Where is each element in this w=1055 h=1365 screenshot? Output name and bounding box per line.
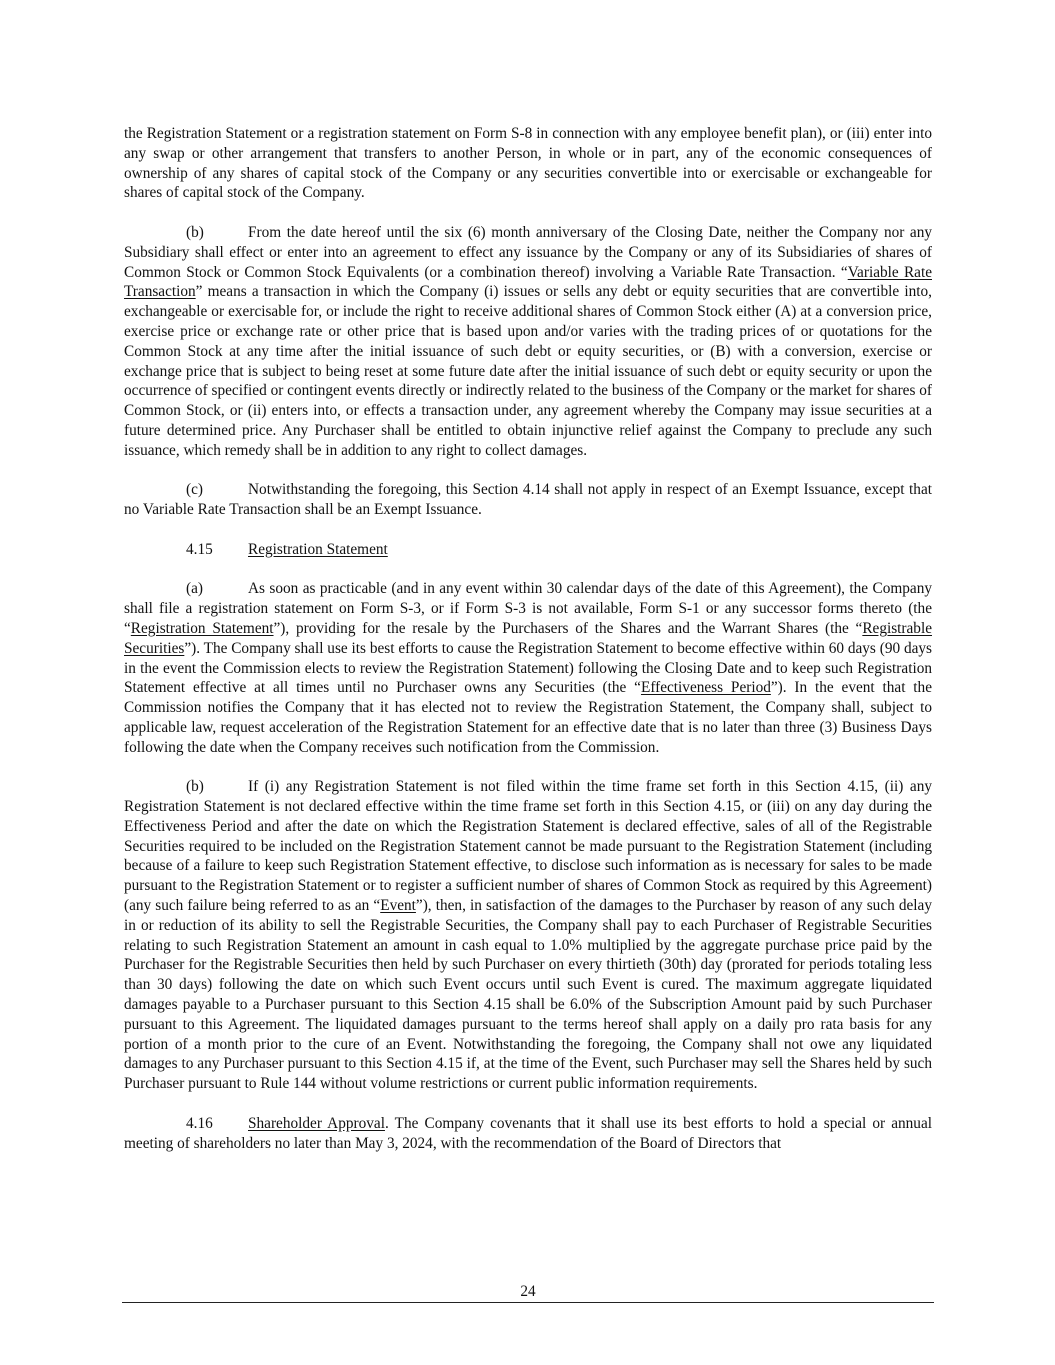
section-title: Registration Statement bbox=[248, 540, 388, 558]
subsection-label: (a) bbox=[186, 580, 203, 598]
paragraph-text: From the date hereof until the six (6) month anniversary of the Closing Date, neither the Company nor any Subsidiary shall effect or enter into an agreement to effect any issuance by the Company or any of its Subsidiaries of shares of Common Stock or Common Stock Equivalents (or a combination thereof) involving a Variable Rate Transaction. “ bbox=[124, 223, 932, 281]
defined-term-registrable-securities: Registrable Securities bbox=[124, 619, 932, 657]
paragraph-4-16 bbox=[124, 1114, 932, 1154]
subsection-label: (b) bbox=[186, 223, 204, 241]
paragraph-continuation: the Registration Statement or a registration statement on Form S-8 in connection with any employee benefit plan), or (iii) enter into any swap or other arrangement that transfers to another Person, in whole or in part, any of the economic consequences of ownership of any shares of capital stock of the Company or any securities convertible into or exercisable or exchangeable for shares of capital stock of the Company. bbox=[124, 125, 932, 202]
section-heading-4-15 bbox=[124, 540, 932, 560]
defined-term-effectiveness-period: Effectiveness Period bbox=[640, 679, 771, 697]
paragraph-text: As soon as practicable (and in any event within 30 calendar days of the date of this Agreement), the Company shall file a registration statement on Form S-3, or if Form S-3 is not available, Form S-1 or any successor forms thereto (the “ bbox=[124, 580, 932, 637]
paragraph-text: If (i) any Registration Statement is not filed within the time frame set forth in this Section 4.15, (ii) any Registration Statement is not declared effective within the time frame set forth in this Section 4.15, or (iii) on any day during the Effectiveness Period and after the date on which the Registration Statement is declared effective, sales of all of the Registrable Securities required to be included on the Registration Statement cannot be made pursuant to the Registration Statement (including because of a failure to keep such Registration Statement effective, to disclose such information as is necessary for sales to be made pursuant to the Registration Statement or to register a sufficient number of shares of Common Stock as required by this Agreement) (any such failure being referred to as an “ bbox=[124, 778, 932, 915]
defined-term-variable-rate-transaction: Variable Rate Transaction bbox=[124, 263, 932, 301]
paragraph-text: Notwithstanding the foregoing, this Section 4.14 shall not apply in respect of an Exempt Issuance, except that no Variable Rate Transaction shall be an Exempt Issuance. bbox=[124, 481, 932, 519]
paragraph-4-15-a bbox=[124, 579, 932, 757]
paragraph-text: . The Company covenants that it shall use its best efforts to hold a special or annual meeting of shareholders no later than May 3, 2024, with the recommendation of the Board of Directors that bbox=[124, 1114, 932, 1152]
section-number: 4.15 bbox=[186, 540, 213, 558]
paragraph-4-14-b bbox=[124, 223, 932, 461]
paragraph-text: ”), then, in satisfaction of the damages to the Purchaser by reason of any such delay in or reduction of its ability to sell the Registrable Securities, the Company shall pay to each Purchaser of Registrable Securities relating to such Registration Statement an amount in cash equal to 1.0% multiplied by the aggregate purchase price paid by the Purchaser for the Registrable Securities then held by such Purchaser on every thirtieth (30th) day (prorated for periods totaling less than 30 days) following the date on which such Event occurs until such Event is cured. The maximum aggregate liquidated damages payable to a Purchaser pursuant to this Section 4.15 shall be 6.0% of the Subscription Amount paid by such Purchaser pursuant to this Agreement. The liquidated damages pursuant to the terms hereof shall apply on a daily pro rata basis for any portion of a month prior to the cure of an Event. Notwithstanding the foregoing, the Company shall not owe any liquidated damages to any Purchaser pursuant to this Section 4.15 if, at the time of the Event, such Purchaser may sell the Shares held by such Purchaser pursuant to Rule 144 without volume restrictions or current public information requirements. bbox=[124, 897, 932, 1093]
document-body bbox=[124, 124, 932, 1153]
paragraph-4-15-b bbox=[124, 777, 932, 1094]
section-title: Shareholder Approval bbox=[248, 1114, 385, 1132]
paragraph-text: ”). In the event that the Commission notifies the Company that it has elected not to review the Registration Statement, the Company shall, subject to applicable law, request acceleration of the Registration Statement for an effective date that is no later than three (3) Business Days following the date when the Company receives such notification from the Commission. bbox=[124, 679, 932, 756]
subsection-label: (b) bbox=[186, 778, 204, 796]
defined-term-event: Event bbox=[380, 897, 416, 915]
page-number: 24 bbox=[520, 1283, 536, 1300]
paragraph-text: ”). The Company shall use its best efforts to cause the Registration Statement to become effective within 60 days (90 days in the event the Commission elects to review the Registration Statement) following the Closing Date and to keep such Registration Statement effective at all times until no Purchaser owns any Securities (the “ bbox=[124, 639, 932, 697]
paragraph-text: ” means a transaction in which the Company (i) issues or sells any debt or equity securities that are convertible into, exchangeable or exercisable for, or include the right to receive additional shares of Common Stock either (A) at a conversion price, exercise price or exchange rate or other price that is based upon and/or varies with the trading prices of or quotations for the Common Stock at any time after the initial issuance of such debt or equity securities, or (B) with a conversion, exercise or exchange price that is subject to being reset at some future date after the initial issuance of such debt or equity security or upon the occurrence of specified or contingent events directly or indirectly related to the business of the Company or the market for shares of Common Stock, or (ii) enters into, or effects a transaction under, any agreement whereby the Company may issue securities at a future determined price. Any Purchaser shall be entitled to obtain injunctive relief against the Company to preclude any such issuance, which remedy shall be in addition to any right to collect damages. bbox=[124, 283, 932, 459]
paragraph-4-14-c bbox=[124, 480, 932, 520]
subsection-label: (c) bbox=[186, 481, 203, 499]
section-number: 4.16 bbox=[186, 1114, 213, 1132]
footer-divider bbox=[122, 1302, 934, 1303]
paragraph-text: ”), providing for the resale by the Purchasers of the Shares and the Warrant Shares (the “ bbox=[273, 619, 863, 637]
defined-term-registration-statement: Registration Statement bbox=[130, 619, 274, 637]
